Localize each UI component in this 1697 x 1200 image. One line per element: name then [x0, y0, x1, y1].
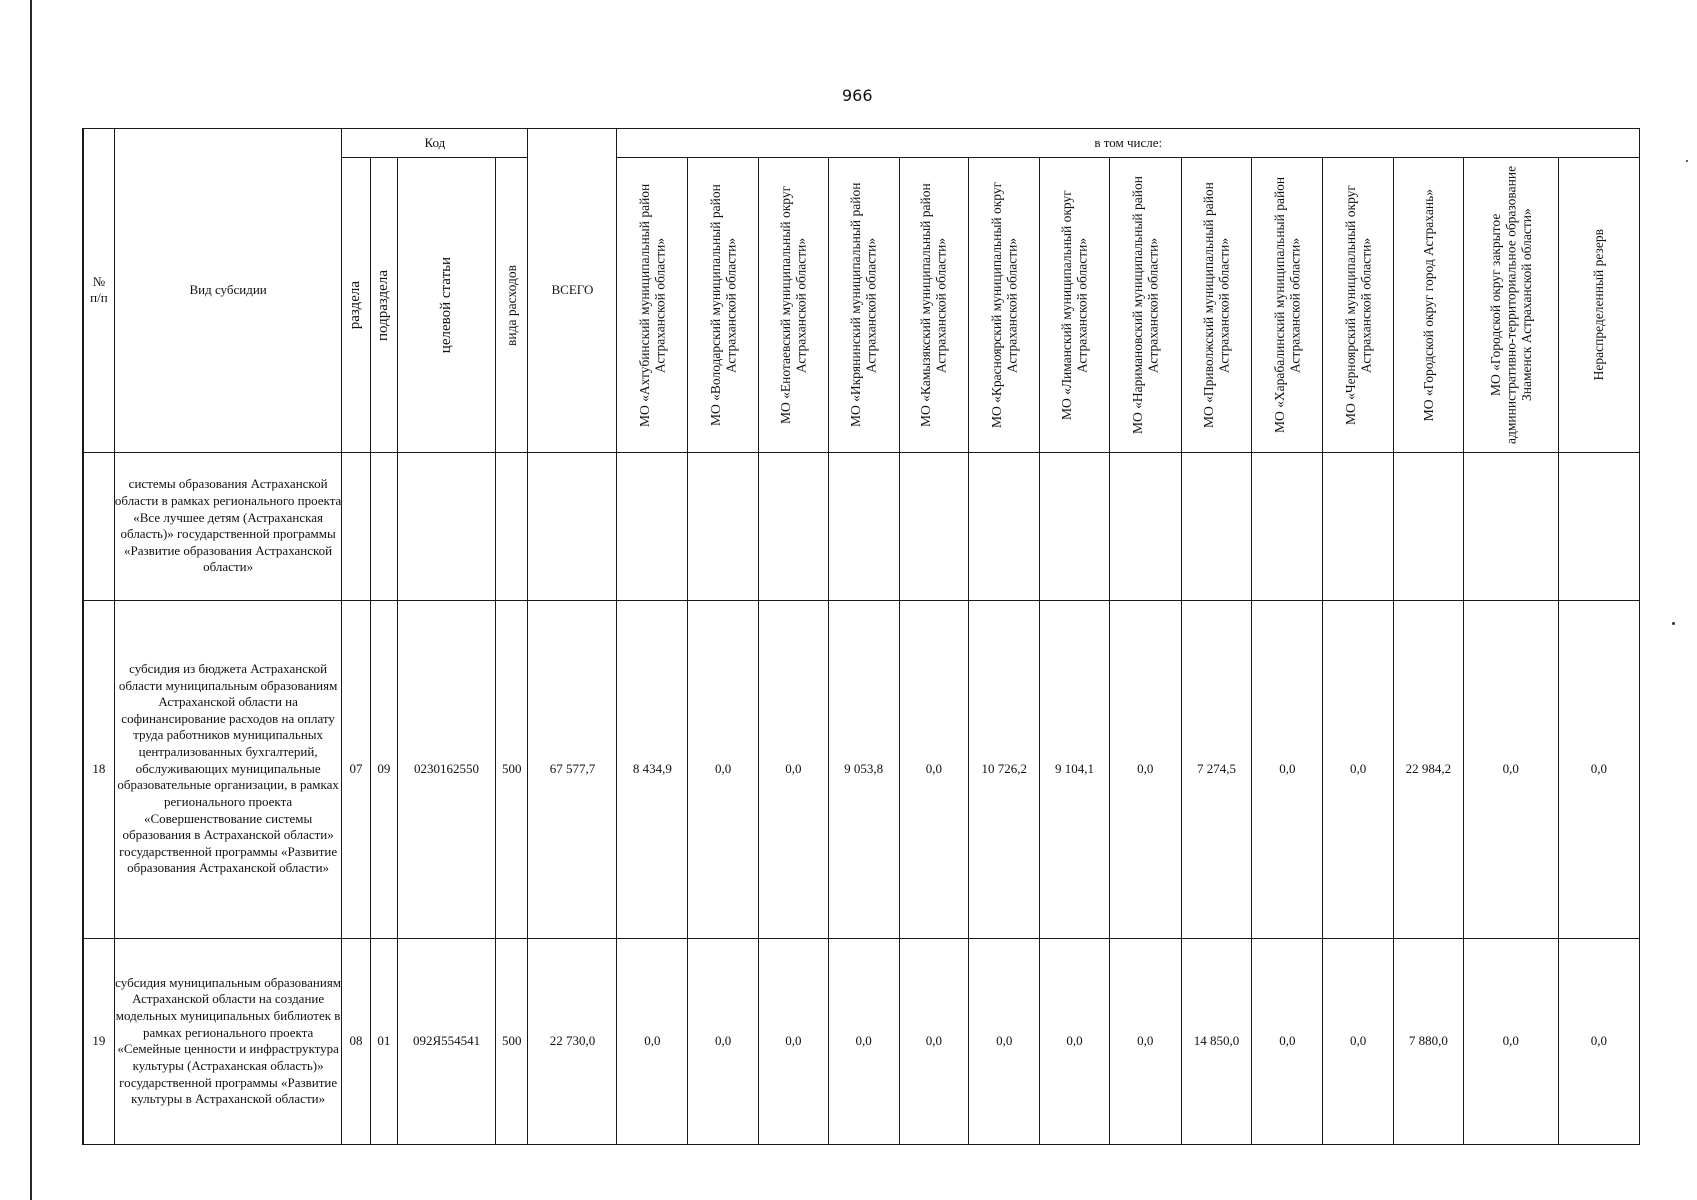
- row-value: [1463, 452, 1558, 600]
- row-vsego: 67 577,7: [528, 600, 617, 938]
- row-celevaya: 0230162550: [397, 600, 495, 938]
- header-reserve: Нераспределенный резерв: [1558, 158, 1639, 452]
- row-value: 0,0: [759, 938, 829, 1144]
- header-v-tom-chisle: в том числе:: [617, 129, 1640, 158]
- row-value: [688, 452, 759, 600]
- header-row-1: [83, 129, 1640, 158]
- row-value: 0,0: [688, 938, 759, 1144]
- header-mo-krasnoyarsky: МО «Красноярский муниципальный округ Астраханской области»: [969, 158, 1040, 452]
- row-vid-rashodov: 500: [496, 600, 528, 938]
- row-podrazdel: [370, 452, 397, 600]
- header-celevaya-statya: целевой статьи: [397, 158, 495, 452]
- row-value: 8 434,9: [617, 600, 688, 938]
- row-value: 0,0: [1463, 938, 1558, 1144]
- row-num: [83, 452, 114, 600]
- row-num: 19: [83, 938, 114, 1144]
- row-value: 0,0: [899, 938, 969, 1144]
- header-mo-astrakhan: МО «Городской округ город Астрахань»: [1394, 158, 1464, 452]
- header-mo-enotaevsky: МО «Енотаевский муниципальный округ Астраханской области»: [759, 158, 829, 452]
- table-row: [83, 452, 1640, 600]
- header-mo-znamensk: МО «Городской округ закрытое административно-территориальное образование Знаменск Астраханской области»: [1463, 158, 1558, 452]
- header-mo-ikryaninsky: МО «Икрянинский муниципальный район Астраханской области»: [828, 158, 899, 452]
- row-value: [969, 452, 1040, 600]
- row-value: 0,0: [1558, 600, 1639, 938]
- row-value: 0,0: [828, 938, 899, 1144]
- header-mo-narimanovsky: МО «Наримановский муниципальный район Астраханской области»: [1109, 158, 1181, 452]
- margin-line: [30, 0, 32, 1200]
- row-value: [828, 452, 899, 600]
- row-value: [617, 452, 688, 600]
- header-num: № п/п: [83, 129, 114, 453]
- row-num: 18: [83, 600, 114, 938]
- table-row: [83, 600, 1640, 938]
- row-razdel: [342, 452, 370, 600]
- row-razdel: 07: [342, 600, 370, 938]
- table-row: [83, 938, 1640, 1144]
- header-vsego: ВСЕГО: [528, 129, 617, 453]
- row-value: [1323, 452, 1394, 600]
- header-mo-chernoyarsky: МО «Черноярский муниципальный округ Астраханской области»: [1323, 158, 1394, 452]
- row-vsego: [528, 452, 617, 600]
- row-value: [759, 452, 829, 600]
- row-value: 22 984,2: [1394, 600, 1464, 938]
- row-value: 0,0: [759, 600, 829, 938]
- header-mo-volodarsky: МО «Володарский муниципальный район Астраханской области»: [688, 158, 759, 452]
- row-description: системы образования Астраханской области в рамках регионального проекта «Все лучшее детям (Астраханская область)» государственной программы «Развитие образования Астраханской области»: [114, 452, 342, 600]
- scan-speck: [1672, 622, 1675, 625]
- row-vid-rashodov: [496, 452, 528, 600]
- row-razdel: 08: [342, 938, 370, 1144]
- row-value: 9 104,1: [1040, 600, 1110, 938]
- row-vid-rashodov: 500: [496, 938, 528, 1144]
- header-vid-rashodov: вида расходов: [496, 158, 528, 452]
- header-mo-privolzhsky: МО «Приволжский муниципальный район Астраханской области»: [1181, 158, 1252, 452]
- header-vid-subsidii: Вид субсидии: [114, 129, 342, 453]
- row-value: 9 053,8: [828, 600, 899, 938]
- row-value: 0,0: [1558, 938, 1639, 1144]
- row-value: 0,0: [617, 938, 688, 1144]
- row-value: 0,0: [688, 600, 759, 938]
- page-number: 966: [842, 86, 873, 105]
- row-value: 0,0: [969, 938, 1040, 1144]
- row-value: 0,0: [1323, 600, 1394, 938]
- row-value: [1109, 452, 1181, 600]
- row-value: [1252, 452, 1323, 600]
- row-value: 0,0: [1109, 938, 1181, 1144]
- row-description: субсидия из бюджета Астраханской области муниципальным образованиям Астраханской области на софинансирование расходов на оплату труда работников муниципальных централизованных бухгалтерий, обслуживающих муниципальные образовательные организации, в рамках регионального проекта «Совершенствование системы образования в Астраханской области» государственной программы «Развитие образования Астраханской области»: [114, 600, 342, 938]
- row-vsego: 22 730,0: [528, 938, 617, 1144]
- subsidy-table: [82, 128, 1640, 1145]
- row-value: 0,0: [1323, 938, 1394, 1144]
- row-value: 0,0: [1463, 600, 1558, 938]
- header-podrazdel: подраздела: [370, 158, 397, 452]
- header-mo-kamyzyaksky: МО «Камызякский муниципальный район Астраханской области»: [899, 158, 969, 452]
- header-kod: Код: [342, 129, 528, 158]
- row-value: 0,0: [1109, 600, 1181, 938]
- row-celevaya: 092Я554541: [397, 938, 495, 1144]
- row-value: [899, 452, 969, 600]
- row-value: 0,0: [1040, 938, 1110, 1144]
- row-value: 7 274,5: [1181, 600, 1252, 938]
- header-mo-limansky: МО «Лиманский муниципальный округ Астраханской области»: [1040, 158, 1110, 452]
- row-value: [1040, 452, 1110, 600]
- row-value: 14 850,0: [1181, 938, 1252, 1144]
- row-value: [1394, 452, 1464, 600]
- header-mo-akhtubinsky: МО «Ахтубинский муниципальный район Астраханской области»: [617, 158, 688, 452]
- row-value: [1181, 452, 1252, 600]
- row-value: 0,0: [1252, 938, 1323, 1144]
- header-mo-kharabalinsky: МО «Харабалинский муниципальный район Астраханской области»: [1252, 158, 1323, 452]
- scan-speck: [1686, 160, 1688, 162]
- row-podrazdel: 09: [370, 600, 397, 938]
- row-value: 7 880,0: [1394, 938, 1464, 1144]
- row-description: субсидия муниципальным образованиям Астраханской области на создание модельных муниципальных библиотек в рамках регионального проекта «Семейные ценности и инфраструктура культуры (Астраханская область)» государственной программы «Развитие культуры в Астраханской области»: [114, 938, 342, 1144]
- row-value: 0,0: [1252, 600, 1323, 938]
- row-celevaya: [397, 452, 495, 600]
- row-value: [1558, 452, 1639, 600]
- header-razdel: раздела: [342, 158, 370, 452]
- row-value: 0,0: [899, 600, 969, 938]
- row-podrazdel: 01: [370, 938, 397, 1144]
- row-value: 10 726,2: [969, 600, 1040, 938]
